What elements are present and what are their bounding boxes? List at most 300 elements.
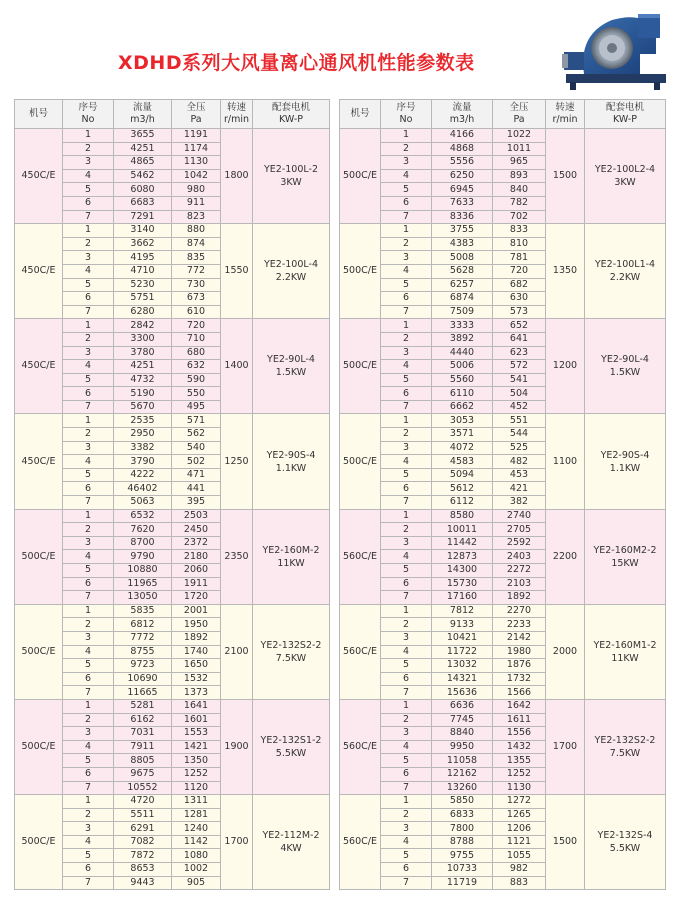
table-row bbox=[340, 795, 666, 809]
flow-cell: 3780 bbox=[114, 346, 172, 360]
speed-cell: 2350 bbox=[221, 509, 253, 604]
flow-cell: 5850 bbox=[432, 795, 493, 809]
flow-cell: 5560 bbox=[432, 373, 493, 387]
flow-cell: 8336 bbox=[432, 210, 493, 224]
seq-cell: 2 bbox=[381, 808, 432, 822]
flow-cell: 4732 bbox=[114, 373, 172, 387]
motor-power: 1.1KW bbox=[275, 462, 307, 474]
pressure-cell: 495 bbox=[172, 400, 221, 414]
flow-cell: 7082 bbox=[114, 835, 172, 849]
seq-cell: 3 bbox=[63, 727, 114, 741]
pressure-cell: 702 bbox=[493, 210, 546, 224]
seq-cell: 2 bbox=[381, 523, 432, 537]
flow-cell: 6532 bbox=[114, 509, 172, 523]
pressure-cell: 525 bbox=[493, 441, 546, 455]
seq-cell: 1 bbox=[381, 414, 432, 428]
pressure-cell: 2103 bbox=[493, 577, 546, 591]
seq-cell: 1 bbox=[63, 795, 114, 809]
header-row bbox=[340, 100, 666, 129]
flow-cell: 2842 bbox=[114, 319, 172, 333]
motor-model: YE2-132S-4 bbox=[597, 830, 653, 842]
header-flow-label: 流量 bbox=[132, 102, 152, 113]
flow-cell: 6291 bbox=[114, 822, 172, 836]
model-cell: 500C/E bbox=[340, 414, 381, 509]
pressure-cell: 2450 bbox=[172, 523, 221, 537]
motor-model: YE2-90S-4 bbox=[266, 449, 316, 461]
motor-power: 5.5KW bbox=[609, 843, 641, 855]
flow-cell: 4583 bbox=[432, 455, 493, 469]
seq-cell: 6 bbox=[381, 196, 432, 210]
flow-cell: 9723 bbox=[114, 659, 172, 673]
header-no-unit: No bbox=[399, 114, 413, 125]
motor-power: 1.5KW bbox=[609, 367, 641, 379]
flow-cell: 6662 bbox=[432, 400, 493, 414]
pressure-cell: 1532 bbox=[172, 672, 221, 686]
model-cell: 560C/E bbox=[340, 699, 381, 794]
model-cell: 450C/E bbox=[15, 129, 63, 224]
seq-cell: 7 bbox=[381, 876, 432, 890]
header-flow-unit: m3/h bbox=[449, 114, 475, 125]
header-speed bbox=[546, 100, 585, 129]
flow-cell: 4383 bbox=[432, 237, 493, 251]
pressure-cell: 1421 bbox=[172, 740, 221, 754]
flow-cell: 7745 bbox=[432, 713, 493, 727]
pressure-cell: 441 bbox=[172, 482, 221, 496]
seq-cell: 2 bbox=[63, 142, 114, 156]
flow-cell: 5751 bbox=[114, 292, 172, 306]
pressure-cell: 544 bbox=[493, 428, 546, 442]
seq-cell: 3 bbox=[381, 822, 432, 836]
header-flow-label: 流量 bbox=[452, 102, 472, 113]
seq-cell: 4 bbox=[63, 645, 114, 659]
motor-model: YE2-132S1-2 bbox=[260, 735, 322, 747]
motor-model: YE2-90L-4 bbox=[601, 354, 649, 366]
pressure-cell: 1740 bbox=[172, 645, 221, 659]
pressure-cell: 1011 bbox=[493, 142, 546, 156]
seq-cell: 5 bbox=[381, 183, 432, 197]
pressure-cell: 1732 bbox=[493, 672, 546, 686]
motor-cell bbox=[585, 224, 666, 319]
flow-cell: 8788 bbox=[432, 835, 493, 849]
motor-power: 3KW bbox=[280, 177, 302, 189]
flow-cell: 6812 bbox=[114, 618, 172, 632]
pressure-cell: 1042 bbox=[172, 169, 221, 183]
pressure-cell: 502 bbox=[172, 455, 221, 469]
pressure-cell: 1002 bbox=[172, 863, 221, 877]
model-cell: 450C/E bbox=[15, 414, 63, 509]
flow-cell: 11442 bbox=[432, 536, 493, 550]
flow-cell: 4195 bbox=[114, 251, 172, 265]
pressure-cell: 1281 bbox=[172, 808, 221, 822]
flow-cell: 13260 bbox=[432, 781, 493, 795]
flow-cell: 3892 bbox=[432, 332, 493, 346]
flow-cell: 6280 bbox=[114, 305, 172, 319]
header-motor bbox=[253, 100, 330, 129]
flow-cell: 9133 bbox=[432, 618, 493, 632]
pressure-cell: 630 bbox=[493, 292, 546, 306]
header-motor-label: 配套电机 bbox=[605, 102, 644, 113]
motor-model: YE2-160M2-2 bbox=[593, 544, 657, 556]
seq-cell: 1 bbox=[63, 319, 114, 333]
motor-cell bbox=[585, 129, 666, 224]
motor-cell bbox=[253, 224, 330, 319]
pressure-cell: 1174 bbox=[172, 142, 221, 156]
flow-cell: 5462 bbox=[114, 169, 172, 183]
motor-model: YE2-132S2-2 bbox=[594, 735, 656, 747]
seq-cell: 2 bbox=[381, 618, 432, 632]
flow-cell: 3655 bbox=[114, 129, 172, 143]
seq-cell: 4 bbox=[63, 264, 114, 278]
pressure-cell: 1553 bbox=[172, 727, 221, 741]
motor-cell bbox=[253, 604, 330, 699]
header-pressure bbox=[493, 100, 546, 129]
pressure-cell: 572 bbox=[493, 360, 546, 374]
seq-cell: 6 bbox=[63, 577, 114, 591]
pressure-cell: 1022 bbox=[493, 129, 546, 143]
pressure-cell: 911 bbox=[172, 196, 221, 210]
flow-cell: 9755 bbox=[432, 849, 493, 863]
pressure-cell: 893 bbox=[493, 169, 546, 183]
seq-cell: 5 bbox=[381, 564, 432, 578]
motor-power: 3KW bbox=[614, 177, 636, 189]
model-cell: 560C/E bbox=[340, 509, 381, 604]
seq-cell: 6 bbox=[381, 387, 432, 401]
header-speed-label: 转速 bbox=[555, 102, 575, 113]
pressure-cell: 382 bbox=[493, 496, 546, 510]
seq-cell: 4 bbox=[63, 169, 114, 183]
seq-cell: 7 bbox=[63, 496, 114, 510]
seq-cell: 7 bbox=[381, 400, 432, 414]
header-no-label: 序号 bbox=[396, 102, 416, 113]
motor-power: 1.1KW bbox=[609, 462, 641, 474]
seq-cell: 3 bbox=[63, 156, 114, 170]
motor-power: 2.2KW bbox=[609, 272, 641, 284]
pressure-cell: 1350 bbox=[172, 754, 221, 768]
pressure-cell: 623 bbox=[493, 346, 546, 360]
seq-cell: 5 bbox=[63, 278, 114, 292]
seq-cell: 6 bbox=[63, 767, 114, 781]
seq-cell: 7 bbox=[63, 781, 114, 795]
pressure-cell: 632 bbox=[172, 360, 221, 374]
motor-cell bbox=[253, 699, 330, 794]
seq-cell: 6 bbox=[63, 292, 114, 306]
pressure-cell: 1240 bbox=[172, 822, 221, 836]
speed-cell: 1250 bbox=[221, 414, 253, 509]
model-group bbox=[340, 319, 666, 414]
model-group bbox=[340, 509, 666, 604]
speed-cell: 1500 bbox=[546, 795, 585, 890]
flow-cell: 3333 bbox=[432, 319, 493, 333]
seq-cell: 6 bbox=[63, 196, 114, 210]
flow-cell: 7800 bbox=[432, 822, 493, 836]
model-cell: 500C/E bbox=[15, 509, 63, 604]
motor-model: YE2-132S2-2 bbox=[260, 639, 322, 651]
motor-power: 2.2KW bbox=[275, 272, 307, 284]
pressure-cell: 395 bbox=[172, 496, 221, 510]
header-pressure-unit: Pa bbox=[190, 114, 202, 125]
flow-cell: 7509 bbox=[432, 305, 493, 319]
flow-cell: 3382 bbox=[114, 441, 172, 455]
motor-cell bbox=[585, 795, 666, 890]
flow-cell: 6080 bbox=[114, 183, 172, 197]
seq-cell: 1 bbox=[63, 509, 114, 523]
speed-cell: 1400 bbox=[221, 319, 253, 414]
flow-cell: 3662 bbox=[114, 237, 172, 251]
seq-cell: 3 bbox=[381, 727, 432, 741]
flow-cell: 11058 bbox=[432, 754, 493, 768]
model-group bbox=[340, 414, 666, 509]
seq-cell: 3 bbox=[381, 631, 432, 645]
pressure-cell: 965 bbox=[493, 156, 546, 170]
flow-cell: 8653 bbox=[114, 863, 172, 877]
model-cell: 500C/E bbox=[15, 604, 63, 699]
pressure-cell: 673 bbox=[172, 292, 221, 306]
motor-power: 7.5KW bbox=[275, 652, 307, 664]
pressure-cell: 2001 bbox=[172, 604, 221, 618]
pressure-cell: 1980 bbox=[493, 645, 546, 659]
flow-cell: 12873 bbox=[432, 550, 493, 564]
flow-cell: 4710 bbox=[114, 264, 172, 278]
speed-cell: 1500 bbox=[546, 129, 585, 224]
header-motor-unit: KW-P bbox=[612, 114, 638, 125]
header-flow bbox=[432, 100, 493, 129]
flow-cell: 11722 bbox=[432, 645, 493, 659]
seq-cell: 2 bbox=[381, 237, 432, 251]
seq-cell: 5 bbox=[63, 849, 114, 863]
header-speed-unit: r/min bbox=[223, 114, 250, 125]
pressure-cell: 905 bbox=[172, 876, 221, 890]
flow-cell: 5281 bbox=[114, 699, 172, 713]
header-speed-unit: r/min bbox=[552, 114, 578, 125]
motor-model: YE2-100L2-4 bbox=[594, 164, 656, 176]
flow-cell: 5612 bbox=[432, 482, 493, 496]
pressure-cell: 810 bbox=[493, 237, 546, 251]
model-cell: 500C/E bbox=[15, 699, 63, 794]
seq-cell: 7 bbox=[381, 210, 432, 224]
header-motor-label: 配套电机 bbox=[271, 102, 310, 113]
motor-model: YE2-160M-2 bbox=[262, 544, 320, 556]
flow-cell: 17160 bbox=[432, 591, 493, 605]
seq-cell: 5 bbox=[63, 183, 114, 197]
table-row bbox=[340, 604, 666, 618]
performance-table-left bbox=[14, 99, 330, 890]
flow-cell: 8755 bbox=[114, 645, 172, 659]
seq-cell: 1 bbox=[381, 604, 432, 618]
pressure-cell: 1892 bbox=[172, 631, 221, 645]
seq-cell: 2 bbox=[63, 618, 114, 632]
motor-cell bbox=[585, 319, 666, 414]
flow-cell: 9675 bbox=[114, 767, 172, 781]
flow-cell: 6874 bbox=[432, 292, 493, 306]
seq-cell: 6 bbox=[381, 863, 432, 877]
flow-cell: 11719 bbox=[432, 876, 493, 890]
speed-cell: 1200 bbox=[546, 319, 585, 414]
flow-cell: 12162 bbox=[432, 767, 493, 781]
speed-cell: 1700 bbox=[221, 795, 253, 890]
pressure-cell: 782 bbox=[493, 196, 546, 210]
table-row bbox=[340, 129, 666, 143]
pressure-cell: 2060 bbox=[172, 564, 221, 578]
seq-cell: 3 bbox=[381, 441, 432, 455]
pressure-cell: 1876 bbox=[493, 659, 546, 673]
header-speed bbox=[221, 100, 253, 129]
pressure-cell: 1950 bbox=[172, 618, 221, 632]
seq-cell: 4 bbox=[381, 835, 432, 849]
model-cell: 450C/E bbox=[15, 319, 63, 414]
seq-cell: 6 bbox=[381, 767, 432, 781]
flow-cell: 5628 bbox=[432, 264, 493, 278]
seq-cell: 3 bbox=[63, 441, 114, 455]
flow-cell: 6110 bbox=[432, 387, 493, 401]
flow-cell: 7911 bbox=[114, 740, 172, 754]
seq-cell: 7 bbox=[381, 686, 432, 700]
motor-power: 5.5KW bbox=[275, 748, 307, 760]
table-row bbox=[15, 509, 330, 523]
pressure-cell: 720 bbox=[493, 264, 546, 278]
table-row bbox=[340, 509, 666, 523]
flow-cell: 4222 bbox=[114, 468, 172, 482]
table-row bbox=[15, 795, 330, 809]
seq-cell: 6 bbox=[381, 482, 432, 496]
motor-cell bbox=[253, 795, 330, 890]
model-group bbox=[15, 224, 330, 319]
motor-power: 15KW bbox=[611, 557, 639, 569]
header-flow bbox=[114, 100, 172, 129]
flow-cell: 7812 bbox=[432, 604, 493, 618]
seq-cell: 7 bbox=[63, 591, 114, 605]
pressure-cell: 2592 bbox=[493, 536, 546, 550]
header-row bbox=[15, 100, 330, 129]
pressure-cell: 1142 bbox=[172, 835, 221, 849]
seq-cell: 5 bbox=[381, 278, 432, 292]
motor-model: YE2-100L-4 bbox=[263, 259, 318, 271]
pressure-cell: 541 bbox=[493, 373, 546, 387]
pressure-cell: 573 bbox=[493, 305, 546, 319]
header-pressure-label: 全压 bbox=[186, 102, 206, 113]
seq-cell: 6 bbox=[381, 672, 432, 686]
seq-cell: 6 bbox=[381, 292, 432, 306]
seq-cell: 5 bbox=[63, 754, 114, 768]
pressure-cell: 720 bbox=[172, 319, 221, 333]
flow-cell: 6833 bbox=[432, 808, 493, 822]
table-row bbox=[340, 414, 666, 428]
model-group bbox=[15, 604, 330, 699]
seq-cell: 6 bbox=[63, 482, 114, 496]
seq-cell: 7 bbox=[381, 591, 432, 605]
pressure-cell: 1130 bbox=[172, 156, 221, 170]
seq-cell: 2 bbox=[63, 332, 114, 346]
seq-cell: 7 bbox=[63, 210, 114, 224]
flow-cell: 13050 bbox=[114, 591, 172, 605]
seq-cell: 7 bbox=[381, 496, 432, 510]
flow-cell: 5511 bbox=[114, 808, 172, 822]
header-pressure-label: 全压 bbox=[509, 102, 529, 113]
seq-cell: 4 bbox=[63, 455, 114, 469]
seq-cell: 4 bbox=[381, 169, 432, 183]
pressure-cell: 652 bbox=[493, 319, 546, 333]
model-group bbox=[340, 795, 666, 890]
pressure-cell: 680 bbox=[172, 346, 221, 360]
header-model: 机号 bbox=[15, 100, 63, 129]
seq-cell: 1 bbox=[63, 604, 114, 618]
model-cell: 450C/E bbox=[15, 224, 63, 319]
seq-cell: 3 bbox=[63, 536, 114, 550]
pressure-cell: 883 bbox=[493, 876, 546, 890]
seq-cell: 4 bbox=[381, 550, 432, 564]
pressure-cell: 682 bbox=[493, 278, 546, 292]
speed-cell: 1100 bbox=[546, 414, 585, 509]
seq-cell: 5 bbox=[63, 564, 114, 578]
seq-cell: 2 bbox=[381, 142, 432, 156]
seq-cell: 4 bbox=[63, 740, 114, 754]
speed-cell: 2100 bbox=[221, 604, 253, 699]
motor-model: YE2-90L-4 bbox=[267, 354, 315, 366]
flow-cell: 46402 bbox=[114, 482, 172, 496]
flow-cell: 8700 bbox=[114, 536, 172, 550]
pressure-cell: 610 bbox=[172, 305, 221, 319]
motor-cell bbox=[585, 509, 666, 604]
pressure-cell: 2403 bbox=[493, 550, 546, 564]
flow-cell: 15730 bbox=[432, 577, 493, 591]
model-group bbox=[15, 129, 330, 224]
model-group bbox=[15, 509, 330, 604]
flow-cell: 5670 bbox=[114, 400, 172, 414]
motor-cell bbox=[253, 129, 330, 224]
header-no bbox=[63, 100, 114, 129]
flow-cell: 3571 bbox=[432, 428, 493, 442]
flow-cell: 7633 bbox=[432, 196, 493, 210]
flow-cell: 4720 bbox=[114, 795, 172, 809]
model-group bbox=[15, 319, 330, 414]
flow-cell: 9443 bbox=[114, 876, 172, 890]
pressure-cell: 730 bbox=[172, 278, 221, 292]
motor-cell bbox=[585, 604, 666, 699]
seq-cell: 1 bbox=[381, 795, 432, 809]
pressure-cell: 421 bbox=[493, 482, 546, 496]
pressure-cell: 1206 bbox=[493, 822, 546, 836]
seq-cell: 4 bbox=[381, 360, 432, 374]
model-cell: 560C/E bbox=[340, 795, 381, 890]
flow-cell: 4251 bbox=[114, 360, 172, 374]
pressure-cell: 880 bbox=[172, 224, 221, 238]
flow-cell: 5556 bbox=[432, 156, 493, 170]
pressure-cell: 982 bbox=[493, 863, 546, 877]
flow-cell: 14321 bbox=[432, 672, 493, 686]
pressure-cell: 562 bbox=[172, 428, 221, 442]
pressure-cell: 1566 bbox=[493, 686, 546, 700]
pressure-cell: 772 bbox=[172, 264, 221, 278]
pressure-cell: 833 bbox=[493, 224, 546, 238]
seq-cell: 5 bbox=[381, 849, 432, 863]
header-motor-unit: KW-P bbox=[278, 114, 304, 125]
pressure-cell: 590 bbox=[172, 373, 221, 387]
pressure-cell: 710 bbox=[172, 332, 221, 346]
seq-cell: 4 bbox=[381, 740, 432, 754]
flow-cell: 7031 bbox=[114, 727, 172, 741]
seq-cell: 4 bbox=[63, 360, 114, 374]
seq-cell: 7 bbox=[381, 305, 432, 319]
seq-cell: 6 bbox=[63, 387, 114, 401]
flow-cell: 3053 bbox=[432, 414, 493, 428]
seq-cell: 2 bbox=[63, 713, 114, 727]
table-row bbox=[340, 224, 666, 238]
flow-cell: 10011 bbox=[432, 523, 493, 537]
flow-cell: 11965 bbox=[114, 577, 172, 591]
pressure-cell: 453 bbox=[493, 468, 546, 482]
pressure-cell: 2372 bbox=[172, 536, 221, 550]
flow-cell: 5230 bbox=[114, 278, 172, 292]
model-cell: 500C/E bbox=[15, 795, 63, 890]
